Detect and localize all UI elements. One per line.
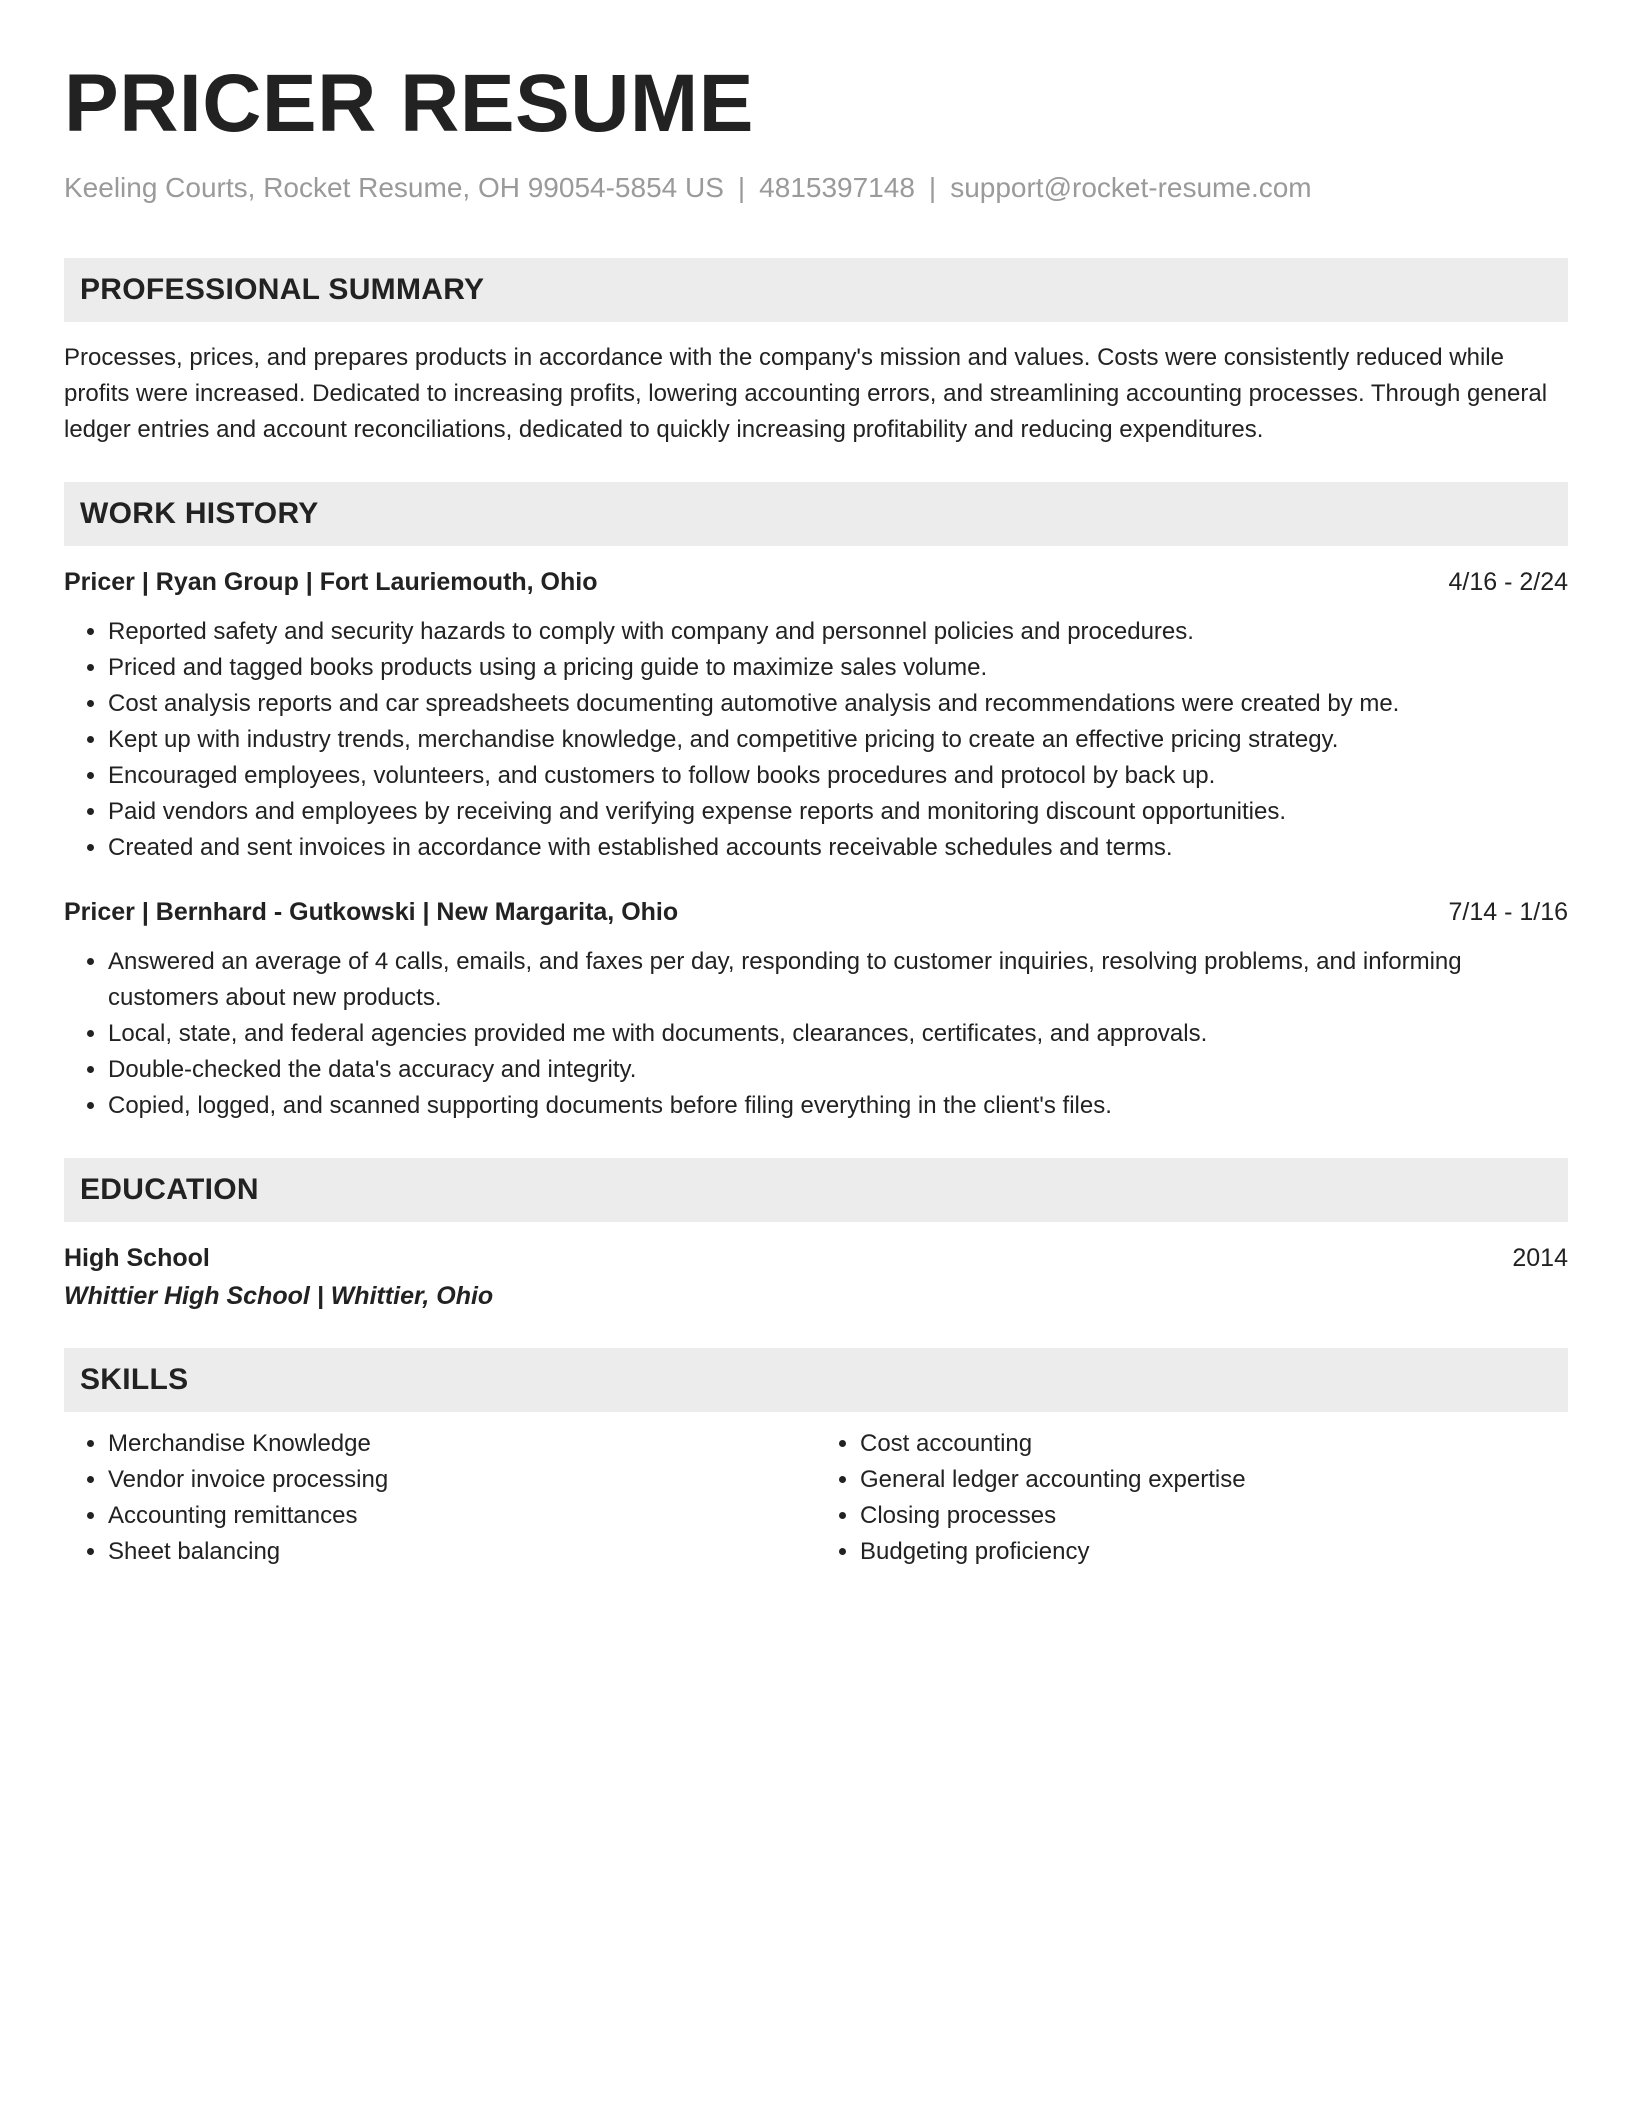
contact-phone: 4815397148 [759, 172, 915, 203]
job-dates: 7/14 - 1/16 [1448, 898, 1568, 926]
education-year: 2014 [1512, 1244, 1568, 1272]
list-item: • Double-checked the data's accuracy and integrity. [108, 1052, 1568, 1088]
list-item: • Paid vendors and employees by receiving and verifying expense reports and monitoring discount opportunities. [108, 794, 1568, 830]
list-item: • Local, state, and federal agencies provided me with documents, clearances, certificates, and approvals. [108, 1016, 1568, 1052]
education-header [64, 1240, 1568, 1276]
skills-list [64, 1426, 1568, 1570]
contact-separator: | [737, 172, 746, 203]
contact-line [64, 170, 1568, 206]
section-header-summary: PROFESSIONAL SUMMARY [64, 258, 1568, 322]
job-header [64, 564, 1568, 600]
job-title: Pricer | Ryan Group | Fort Lauriemouth, Ohio [64, 568, 598, 596]
list-item: • Priced and tagged books products using a pricing guide to maximize sales volume. [108, 650, 1568, 686]
skill-item: • Vendor invoice processing [108, 1462, 816, 1498]
contact-address: Keeling Courts, Rocket Resume, OH 99054-5854 US [64, 172, 724, 203]
resume-title: PRICER RESUME [64, 58, 754, 149]
job-title: Pricer | Bernhard - Gutkowski | New Margarita, Ohio [64, 898, 679, 926]
skill-item: • General ledger accounting expertise [860, 1462, 1568, 1498]
skill-item: • Sheet balancing [108, 1534, 816, 1570]
section-header-skills: SKILLS [64, 1348, 1568, 1412]
list-item: • Answered an average of 4 calls, emails, and faxes per day, responding to customer inquiries, resolving problems, and informing customers about new products. [108, 944, 1568, 1016]
job-bullets [64, 614, 1568, 866]
education-school: Whittier High School | Whittier, Ohio [64, 1282, 494, 1310]
list-item: • Copied, logged, and scanned supporting documents before filing everything in the client's files. [108, 1088, 1568, 1124]
list-item: • Kept up with industry trends, merchandise knowledge, and competitive pricing to create an effective pricing strategy. [108, 722, 1568, 758]
job-dates: 4/16 - 2/24 [1448, 568, 1568, 596]
contact-email: support@rocket-resume.com [950, 172, 1312, 203]
list-item: • Reported safety and security hazards to comply with company and personnel policies and procedures. [108, 614, 1568, 650]
skill-item: • Merchandise Knowledge [108, 1426, 816, 1462]
summary-text: Processes, prices, and prepares products in accordance with the company's mission and values. Costs were consistently reduced while profits were increased. Dedicated to increasing profits, lowering accounting errors, and streamlining accounting processes. Through general ledger entries and account reconciliations, dedicated to quickly increasing profitability and reducing expenditures. [64, 344, 1548, 443]
skills-column-right [816, 1426, 1568, 1570]
section-header-work-history: WORK HISTORY [64, 482, 1568, 546]
job-bullets [64, 944, 1568, 1124]
contact-separator: | [928, 172, 937, 203]
skill-item: • Accounting remittances [108, 1498, 816, 1534]
skill-item: • Closing processes [860, 1498, 1568, 1534]
job-header [64, 894, 1568, 930]
list-item: • Encouraged employees, volunteers, and customers to follow books procedures and protocol by back up. [108, 758, 1568, 794]
skills-column-left [64, 1426, 816, 1570]
list-item: • Cost analysis reports and car spreadsheets documenting automotive analysis and recommendations were created by me. [108, 686, 1568, 722]
skill-item: • Cost accounting [860, 1426, 1568, 1462]
education-degree: High School [64, 1244, 210, 1272]
section-header-education: EDUCATION [64, 1158, 1568, 1222]
skill-item: • Budgeting proficiency [860, 1534, 1568, 1570]
list-item: • Created and sent invoices in accordance with established accounts receivable schedules and terms. [108, 830, 1568, 866]
